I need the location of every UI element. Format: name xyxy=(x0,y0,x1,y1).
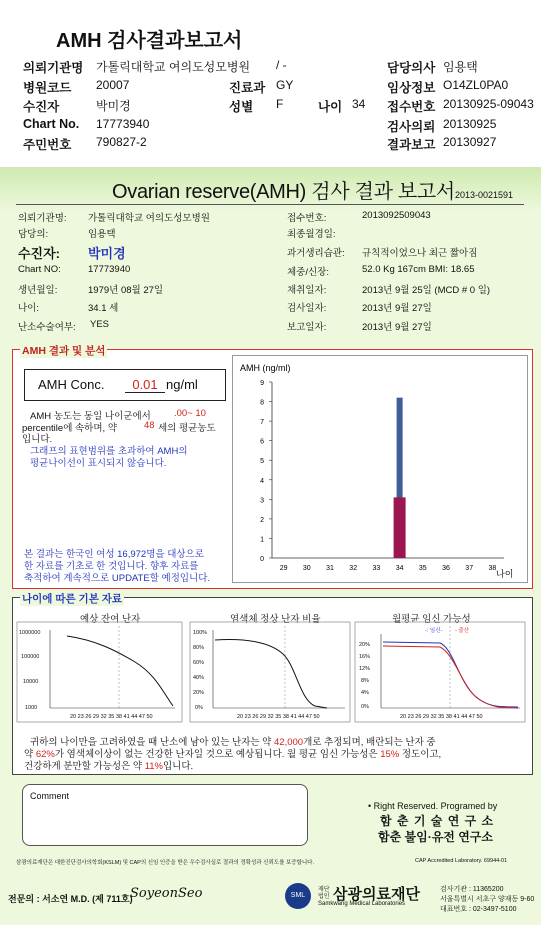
amh-chart xyxy=(232,355,528,583)
x-tick-label: 33 xyxy=(372,565,381,572)
field-label: 임상정보 xyxy=(387,81,436,95)
amh-text: AMH 농도는 동일 나이군에서 xyxy=(30,411,151,422)
summary-part: 입니다. xyxy=(163,761,194,772)
summary-part: 약 xyxy=(24,749,34,760)
chart2-ytick: 100% xyxy=(193,630,208,636)
field-label: 진료과 xyxy=(229,81,266,95)
foundation-logo-icon: SML xyxy=(285,883,311,909)
x-tick-label: 37 xyxy=(465,565,474,572)
field-label: 수진자: xyxy=(18,246,61,261)
y-tick-label: 1 xyxy=(260,536,264,544)
foundation-small: 재단 법인 xyxy=(318,887,330,900)
amh-equiv-age: 48 xyxy=(144,420,155,431)
field-label: 주민번호 xyxy=(23,138,72,152)
summary-part: 건강하게 분만할 가능성은 약 xyxy=(24,761,143,772)
field-label: 성별 xyxy=(229,100,254,114)
field-label: 담당의: xyxy=(18,229,49,240)
chart1-ytick: 1000 xyxy=(25,705,38,711)
amh-text: 세의 평균농도 xyxy=(158,423,216,434)
summary-part: 가 염색체이상이 없는 건강한 난자일 것으로 예상됩니다. 월 평균 임신 가능성은 xyxy=(54,749,378,760)
summary-part: 정도이고, xyxy=(401,749,442,760)
chart2-ytick: 0% xyxy=(195,705,203,711)
chart3-ytick: 16% xyxy=(359,654,371,660)
y-axis-label: AMH (ng/ml) xyxy=(240,363,291,373)
normal-egg-rate: 62% xyxy=(35,749,55,760)
field-value: O14ZL0PA0 xyxy=(443,78,509,92)
field-value: 2013년 9월 27일 xyxy=(362,303,432,314)
cap-accreditation: CAP Accredited Laboratory. 69944-01 xyxy=(415,858,508,864)
bar xyxy=(394,497,406,558)
amh-section-title: AMH 결과 및 분석 xyxy=(22,345,106,357)
footer-note: 삼광의료재단은 대한진단검사의학회(KSLM) 및 CAP의 신임 인증을 받은 우수검사실로 결과의 정확성과 신뢰도를 보증합니다. xyxy=(16,860,315,866)
field-label: 의뢰기관명 xyxy=(23,61,84,75)
field-label: Chart NO: xyxy=(18,264,61,275)
foundation-name-en: Samkwang Medical Laboratories xyxy=(318,901,406,907)
field-value: 17773940 xyxy=(96,117,150,131)
org-name: 함춘 불임·유전 연구소 xyxy=(378,830,493,844)
amh-footnote: 축적하여 계속적으로 UPDATE할 예정입니다. xyxy=(24,573,211,584)
field-value: 17773940 xyxy=(88,264,131,275)
comment-label: Comment xyxy=(30,791,70,801)
org-name: 함 춘 기 술 연 구 소 xyxy=(380,814,495,828)
chart3-ytick: 8% xyxy=(361,678,369,684)
chart1-title: 예상 잔여 난자 xyxy=(80,614,141,625)
field-value: 임용택 xyxy=(88,229,116,240)
field-value: YES xyxy=(90,319,110,330)
age-charts xyxy=(15,620,530,725)
address-line: 검사기관 : 11365200 xyxy=(440,886,504,893)
field-label: 의뢰기관명: xyxy=(18,213,67,224)
chart3-legend-birth: - 출산 xyxy=(455,628,469,634)
chart1-xticks: 20 23 26 29 32 35 38 41 44 47 50 xyxy=(70,714,153,720)
field-label: 채취일자: xyxy=(287,285,327,296)
chart3-pregnancy-curve xyxy=(383,642,518,707)
y-tick-label: 4 xyxy=(260,477,264,485)
amh-footnote: 본 결과는 한국인 여성 16,972명을 대상으로 xyxy=(24,549,204,560)
amh-note: 평균나이선이 표시되지 않습니다. xyxy=(30,458,167,469)
y-tick-label: 7 xyxy=(260,419,264,427)
address-line: 대표번호 : 02-3497-5100 xyxy=(440,906,517,913)
field-label: 보고일자: xyxy=(287,322,327,333)
x-tick-label: 38 xyxy=(488,565,497,572)
field-label: Chart No. xyxy=(23,117,80,131)
field-label: 수진자 xyxy=(23,100,60,114)
field-value: 규칙적이었으나 최근 짧아짐 xyxy=(362,248,478,259)
summary-part: 귀하의 나이만을 고려하였을 때 난소에 남아 있는 난자는 약 xyxy=(30,737,272,748)
chart1-ytick: 1000000 xyxy=(19,630,41,636)
chart2-ytick: 20% xyxy=(193,690,205,696)
amh-percentile: .00~ 10 xyxy=(174,408,206,419)
divider xyxy=(16,204,524,205)
field-value: 34.1 세 xyxy=(88,303,119,314)
field-label: 나이: xyxy=(18,303,39,314)
chart2-ytick: 40% xyxy=(193,675,205,681)
chart1-frame xyxy=(17,622,182,722)
chart3-legend-pregnancy: -: 임신- xyxy=(425,628,443,634)
report-title: AMH 검사결과보고서 xyxy=(56,30,243,52)
field-value: 임용택 xyxy=(443,60,478,74)
y-tick-label: 2 xyxy=(260,516,264,524)
amh-conc-unit: ng/ml xyxy=(166,377,198,392)
field-label: 병원코드 xyxy=(23,81,72,95)
field-label: 접수번호 xyxy=(387,100,436,114)
y-tick-label: 8 xyxy=(260,399,264,407)
chart2-ytick: 80% xyxy=(193,645,205,651)
y-tick-label: 6 xyxy=(260,438,264,446)
remaining-eggs: 42,000 xyxy=(274,737,304,748)
field-value: F xyxy=(276,97,284,111)
x-tick-label: 34 xyxy=(395,565,404,572)
chart3-ytick: 0% xyxy=(361,704,369,710)
field-label: 난소수술여부: xyxy=(18,322,76,333)
form-title: Ovarian reserve(AMH) 검사 결과 보고서 xyxy=(112,181,455,203)
field-value: 2013092509043 xyxy=(362,210,431,221)
summary-part: 개로 추정되며, 배란되는 난자 중 xyxy=(303,737,436,748)
field-label: 최종월경일: xyxy=(287,229,336,240)
foundation-name: 삼광의료재단 xyxy=(333,886,420,903)
x-tick-label: 32 xyxy=(349,565,358,572)
chart1-ytick: 100000 xyxy=(21,654,40,660)
amh-text: 입니다. xyxy=(22,434,53,445)
field-value: 20130925-09043 xyxy=(443,97,534,111)
chart1-curve xyxy=(67,636,173,706)
field-value: 20130927 xyxy=(443,135,497,149)
field-value: 가톨릭대학교 여의도성모병원 xyxy=(88,213,210,224)
amh-note: 그래프의 표현범위를 초과하여 AMH의 xyxy=(30,446,188,457)
amh-text: percentile에 속하며, 약 xyxy=(22,423,117,434)
x-tick-label: 36 xyxy=(442,565,450,572)
specialist: 전문의 : 서소연 M.D. (제 711호) xyxy=(8,894,133,904)
document-number: 2013-0021591 xyxy=(455,190,514,200)
field-value: GY xyxy=(276,78,294,92)
field-value: 790827-2 xyxy=(96,135,147,149)
chart3-xticks: 20 23 26 29 32 35 38 41 44 47 50 xyxy=(400,714,483,720)
y-tick-label: 0 xyxy=(260,556,264,563)
field-value: / - xyxy=(276,58,287,72)
field-value: 2013년 9월 27일 xyxy=(362,322,432,333)
y-tick-label: 5 xyxy=(260,458,264,466)
chart3-ytick: 20% xyxy=(359,642,371,648)
field-value: 20007 xyxy=(96,78,130,92)
amh-conc-label: AMH Conc. xyxy=(38,377,105,392)
chart2-title: 염색체 정상 난자 비율 xyxy=(230,614,321,625)
field-label: 검사의뢰 xyxy=(387,120,436,134)
chart3-ytick: 12% xyxy=(359,666,371,672)
field-value: 34 xyxy=(352,97,366,111)
amh-conc-value: 0.01 xyxy=(125,377,165,393)
field-label: 과거생리습관: xyxy=(287,248,345,259)
field-label: 결과보고 xyxy=(387,138,436,152)
x-tick-label: 29 xyxy=(279,565,288,572)
chart3-title: 월평균 임신 가능성 xyxy=(392,614,471,625)
x-tick-label: 31 xyxy=(326,565,334,572)
x-axis-label: 나이 xyxy=(496,569,514,579)
x-tick-label: 30 xyxy=(302,565,311,572)
chart2-frame xyxy=(190,622,350,722)
y-tick-label: 9 xyxy=(260,380,264,387)
field-value: 20130925 xyxy=(443,117,497,131)
field-label: 생년월일: xyxy=(18,285,58,296)
chart2-ytick: 60% xyxy=(193,660,205,666)
chart1-ytick: 10000 xyxy=(23,679,39,685)
patient-name: 박미경 xyxy=(88,246,126,261)
age-summary-text xyxy=(24,758,193,772)
field-label: 나이 xyxy=(318,100,343,114)
field-label: 검사일자: xyxy=(287,303,327,314)
chart2-curve xyxy=(215,640,327,708)
address-line: 서울특별시 서초구 양재동 9-60 xyxy=(440,896,535,903)
field-value: 2013년 9월 25일 (MCD # 0 일) xyxy=(362,285,491,296)
field-label: 체중/신장: xyxy=(287,267,329,278)
age-section-title: 나이에 따른 기본 자료 xyxy=(22,593,123,605)
y-tick-label: 3 xyxy=(260,497,264,505)
signature: SoyeonSeo xyxy=(130,886,203,901)
chart2-xticks: 20 23 26 29 32 35 38 41 44 47 50 xyxy=(237,714,320,720)
rights-text: • Right Reserved. Programed by xyxy=(368,801,498,811)
amh-footnote: 한 자료를 기초로 한 것입니다. 향후 자료를 xyxy=(24,561,199,572)
birth-rate: 11% xyxy=(144,761,163,772)
field-value: 박미경 xyxy=(96,99,131,113)
field-label: 담당의사 xyxy=(387,61,436,75)
pregnancy-rate: 15% xyxy=(380,749,400,760)
field-value: 가톨릭대학교 여의도성모병원 xyxy=(96,60,251,74)
field-value: 1979년 08월 27일 xyxy=(88,285,164,296)
field-value: 52.0 Kg 167cm BMI: 18.65 xyxy=(362,264,475,275)
x-tick-label: 35 xyxy=(418,565,427,572)
field-label: 접수번호: xyxy=(287,213,327,224)
chart3-ytick: 4% xyxy=(361,690,369,696)
